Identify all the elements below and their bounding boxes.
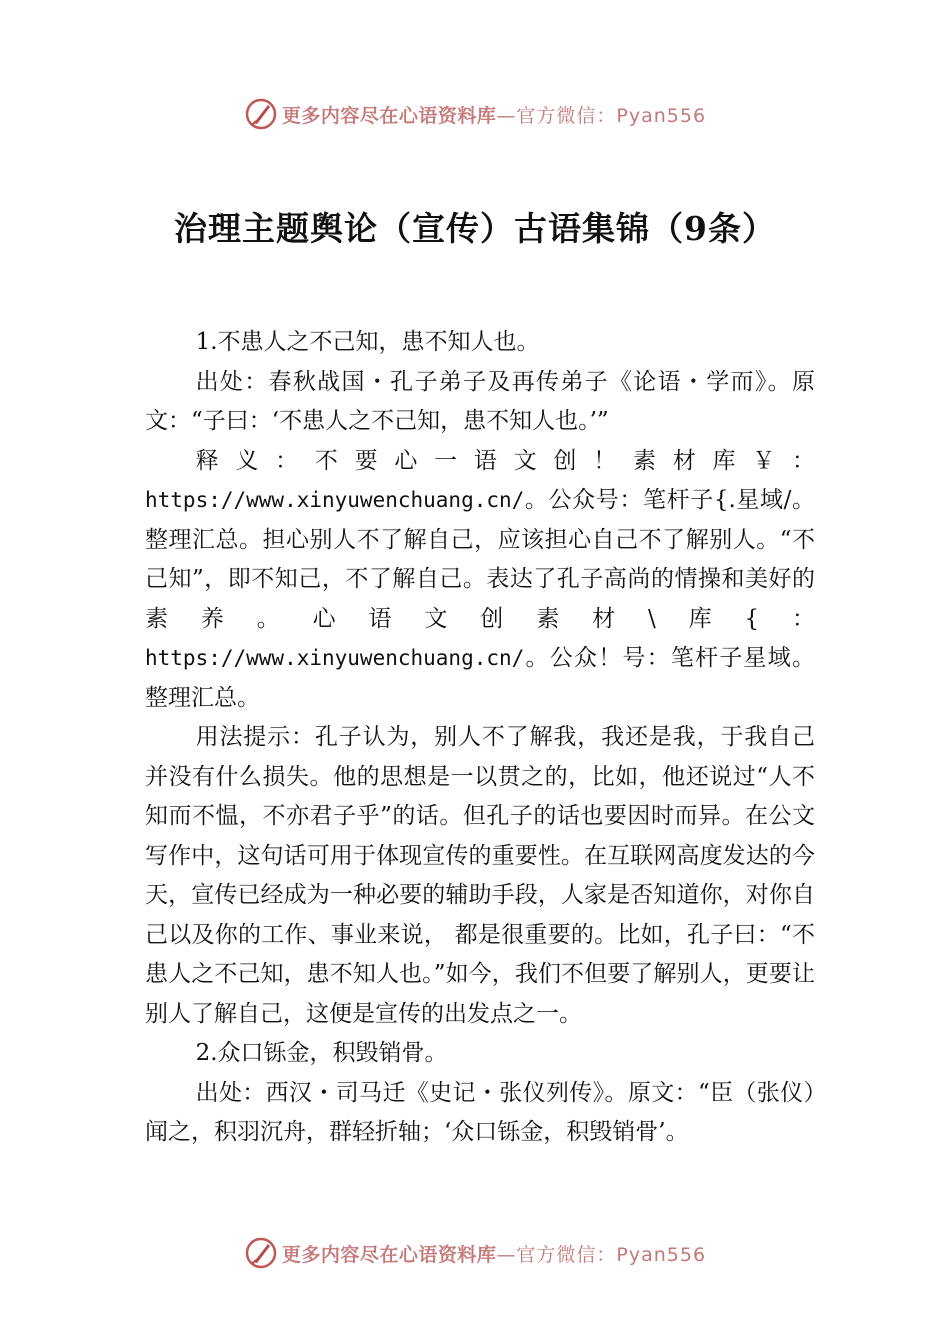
item2-heading: 2.众口铄金，积毁销骨。 <box>195 1040 448 1066</box>
page-title: 治理主题舆论（宣传）古语集锦（9条） <box>174 209 776 248</box>
item1-meaning-mid-1: 。公众号：笔杆子{.星域/。整理汇总。担心别人不了解自己，应该担心自己不了解别人。“不己知”，即不知己，不了解自己。表达了孔子高尚的情操和美好的素养。心语文创素材\库{： <box>145 487 815 632</box>
item1-usage: 用法提示：孔子认为，别人不了解我，我还是我，于我自己并没有什么损失。他的思想是一以贯之的，比如，他还说过“人不知而不愠，不亦君子乎”的话。但孔子的话也要因时而异。在公文写作中，这句话可用于体现宣传的重要性。在互联网高度发达的今天，宣传已经成为一种必要的辅助手段，人家是否知道你，对你自己以及你的工作、事业来说， 都是很重要的。比如，孔子曰：“不患人之不己知，患不知人也。”如今，我们不但要了解别人，更要让别人了解自己，这便是宣传的出发点之一。 <box>145 724 815 1027</box>
document-body <box>145 323 815 1153</box>
quill-logo-icon <box>244 1236 278 1270</box>
header-banner <box>0 94 950 134</box>
footer-banner <box>0 1233 950 1273</box>
item2-source: 出处：西汉・司马迁《史记・张仪列传》。原文：“臣（张仪）闻之，积羽沉舟，群轻折轴；‘众口铄金，积毁销骨’。 <box>145 1079 815 1145</box>
item1-heading: 1.不患人之不己知，患不知人也。 <box>195 329 540 355</box>
item1-source: 出处：春秋战国・孔子弟子及再传弟子《论语・学而》。原文：“子曰：‘不患人之不己知，患不知人也。’” <box>145 368 815 434</box>
banner-wechat-text: —官方微信：Pyan556 <box>496 1243 707 1266</box>
item1-meaning <box>145 442 815 719</box>
banner-main-text: 更多内容尽在心语资料库 <box>281 104 497 127</box>
item1-meaning-url-2: https://www.xinyuwenchuang.cn/ <box>145 646 525 670</box>
item1-meaning-mid-2: 。公众！号：笔杆子星域。整理汇总。 <box>145 645 815 711</box>
quill-logo-icon <box>244 97 278 131</box>
item1-meaning-url-1: https://www.xinyuwenchuang.cn/ <box>145 488 525 512</box>
item1-meaning-prefix: 释义：不要心一语文创！素材库￥： <box>195 447 815 474</box>
banner-wechat-text: —官方微信：Pyan556 <box>496 104 707 127</box>
banner-main-text: 更多内容尽在心语资料库 <box>281 1243 497 1266</box>
